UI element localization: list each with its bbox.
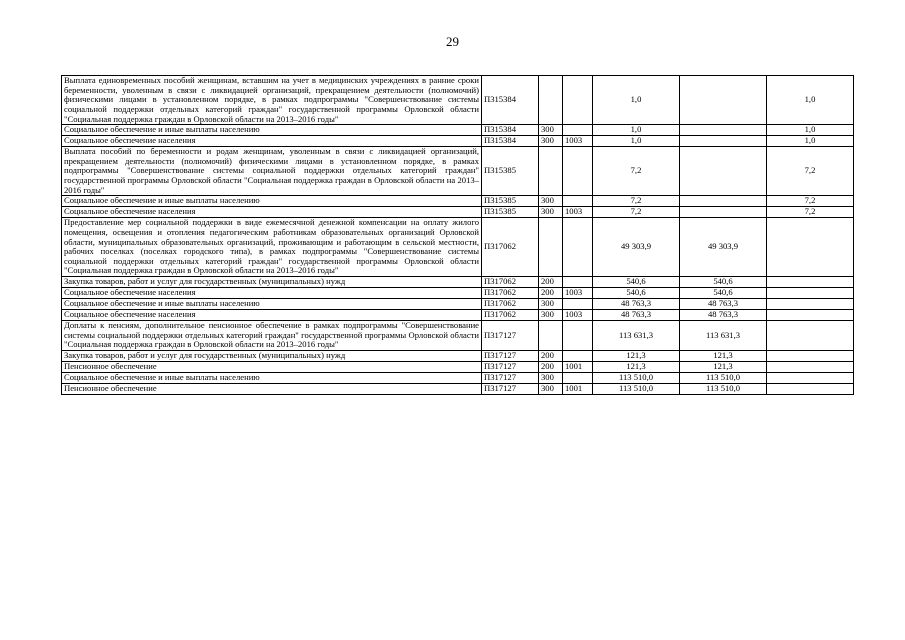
table-row — [62, 350, 854, 361]
row-target-code: П315384 — [482, 125, 539, 136]
row-section-code — [563, 196, 593, 207]
row-expense-type: 300 — [539, 372, 563, 383]
row-amount-regional: 49 303,9 — [680, 218, 767, 277]
row-target-code: П317062 — [482, 218, 539, 277]
row-amount-total: 113 631,3 — [593, 321, 680, 351]
row-amount-federal — [767, 321, 854, 351]
row-amount-total: 113 510,0 — [593, 372, 680, 383]
row-expense-type: 200 — [539, 277, 563, 288]
page-number: 29 — [446, 34, 459, 49]
row-amount-total: 113 510,0 — [593, 383, 680, 394]
row-section-code — [563, 372, 593, 383]
row-amount-federal — [767, 350, 854, 361]
row-target-code: П315385 — [482, 147, 539, 196]
table-row — [62, 321, 854, 351]
row-section-code: 1003 — [563, 288, 593, 299]
row-description: Социальное обеспечение и иные выплаты населению — [62, 196, 482, 207]
row-amount-total: 48 763,3 — [593, 299, 680, 310]
row-description: Социальное обеспечение и иные выплаты населению — [62, 372, 482, 383]
row-amount-regional — [680, 196, 767, 207]
row-expense-type: 300 — [539, 299, 563, 310]
row-expense-type: 300 — [539, 196, 563, 207]
row-amount-total: 540,6 — [593, 277, 680, 288]
row-target-code: П317062 — [482, 277, 539, 288]
row-section-code: 1001 — [563, 383, 593, 394]
row-description: Закупка товаров, работ и услуг для государственных (муниципальных) нужд — [62, 350, 482, 361]
row-target-code: П317062 — [482, 299, 539, 310]
row-amount-regional: 121,3 — [680, 350, 767, 361]
row-expense-type — [539, 218, 563, 277]
row-description: Закупка товаров, работ и услуг для государственных (муниципальных) нужд — [62, 277, 482, 288]
row-amount-federal — [767, 277, 854, 288]
row-section-code — [563, 76, 593, 125]
row-target-code: П317127 — [482, 350, 539, 361]
row-description: Пенсионное обеспечение — [62, 383, 482, 394]
table-row — [62, 383, 854, 394]
row-amount-total: 540,6 — [593, 288, 680, 299]
row-expense-type — [539, 321, 563, 351]
row-description: Предоставление мер социальной поддержки в виде ежемесячной денежной компенсации на оплату жилого помещения, освещения и отопления педагогическим работникам образовательных организаций Орловской области, муниципальных образовательных организаций, проживающим и работающим в сельской местности, рабочих поселках (поселках городского типа), в рамках подпрограммы "Совершенствование системы социальной поддержки отдельных категорий граждан" государственной программы Орловской области "Социальная поддержка граждан в Орловской области на 2013–2016 годы" — [62, 218, 482, 277]
row-amount-federal: 7,2 — [767, 147, 854, 196]
row-amount-federal: 1,0 — [767, 125, 854, 136]
row-section-code: 1001 — [563, 361, 593, 372]
row-amount-federal — [767, 288, 854, 299]
row-section-code — [563, 277, 593, 288]
row-amount-federal: 1,0 — [767, 136, 854, 147]
row-amount-federal — [767, 361, 854, 372]
table-row — [62, 125, 854, 136]
table-body — [62, 76, 854, 395]
row-description: Социальное обеспечение населения — [62, 310, 482, 321]
row-expense-type: 300 — [539, 207, 563, 218]
row-amount-regional — [680, 125, 767, 136]
row-description: Доплаты к пенсиям, дополнительное пенсионное обеспечение в рамках подпрограммы "Совершенствование системы социальной поддержки отдельных категорий граждан" государственной программы Орловской области "Социальная поддержка граждан в Орловской области на 2013–2016 годы" — [62, 321, 482, 351]
row-amount-regional — [680, 76, 767, 125]
row-amount-total: 7,2 — [593, 196, 680, 207]
row-amount-regional: 113 631,3 — [680, 321, 767, 351]
row-expense-type — [539, 147, 563, 196]
row-description: Социальное обеспечение и иные выплаты населению — [62, 125, 482, 136]
table-row — [62, 310, 854, 321]
row-amount-federal — [767, 372, 854, 383]
row-amount-regional: 113 510,0 — [680, 372, 767, 383]
row-description: Социальное обеспечение и иные выплаты населению — [62, 299, 482, 310]
row-amount-total: 1,0 — [593, 136, 680, 147]
row-target-code: П315384 — [482, 76, 539, 125]
row-amount-regional — [680, 136, 767, 147]
row-amount-federal — [767, 299, 854, 310]
row-amount-federal: 1,0 — [767, 76, 854, 125]
row-amount-total: 7,2 — [593, 207, 680, 218]
row-section-code — [563, 321, 593, 351]
row-description: Пенсионное обеспечение — [62, 361, 482, 372]
row-target-code: П317127 — [482, 383, 539, 394]
row-target-code: П317127 — [482, 372, 539, 383]
row-amount-regional: 48 763,3 — [680, 310, 767, 321]
table-row — [62, 218, 854, 277]
table-row — [62, 299, 854, 310]
row-description: Выплата единовременных пособий женщинам, вставшим на учет в медицинских учреждениях в ранние сроки беременности, уволенным в связи с ликвидацией организаций, прекращением деятельности (полномочий) физическими лицами в установленном порядке, в рамках подпрограммы "Совершенствование системы социальной поддержки отдельных категорий граждан" государственной программы Орловской области "Социальная поддержка граждан в Орловской области на 2013–2016 годы" — [62, 76, 482, 125]
table-row — [62, 372, 854, 383]
table-row — [62, 147, 854, 196]
row-amount-regional: 121,3 — [680, 361, 767, 372]
row-expense-type: 300 — [539, 310, 563, 321]
row-section-code — [563, 147, 593, 196]
table-row — [62, 288, 854, 299]
row-expense-type: 200 — [539, 350, 563, 361]
row-expense-type: 300 — [539, 125, 563, 136]
table-row — [62, 361, 854, 372]
row-target-code: П317062 — [482, 288, 539, 299]
row-section-code: 1003 — [563, 207, 593, 218]
row-amount-total: 121,3 — [593, 361, 680, 372]
table-row — [62, 76, 854, 125]
row-description: Выплата пособий по беременности и родам женщинам, уволенным в связи с ликвидацией организаций, прекращением деятельности (полномочий) физическими лицами в установленном порядке, в рамках подпрограммы "Совершенствование системы социальной поддержки отдельных категорий граждан" государственной программы Орловской области "Социальная поддержка граждан в Орловской области на 2013–2016 годы" — [62, 147, 482, 196]
table-row — [62, 196, 854, 207]
budget-table — [61, 75, 854, 395]
row-section-code — [563, 350, 593, 361]
row-expense-type: 200 — [539, 361, 563, 372]
row-amount-total: 121,3 — [593, 350, 680, 361]
row-target-code: П317127 — [482, 361, 539, 372]
row-amount-total: 1,0 — [593, 76, 680, 125]
row-description: Социальное обеспечение населения — [62, 288, 482, 299]
table-row — [62, 207, 854, 218]
row-description: Социальное обеспечение населения — [62, 207, 482, 218]
row-section-code: 1003 — [563, 136, 593, 147]
row-amount-regional: 113 510,0 — [680, 383, 767, 394]
row-target-code: П317062 — [482, 310, 539, 321]
row-target-code: П315385 — [482, 196, 539, 207]
row-amount-regional: 540,6 — [680, 288, 767, 299]
row-amount-federal: 7,2 — [767, 196, 854, 207]
row-section-code — [563, 299, 593, 310]
row-amount-total: 7,2 — [593, 147, 680, 196]
row-amount-federal: 7,2 — [767, 207, 854, 218]
row-section-code: 1003 — [563, 310, 593, 321]
row-amount-regional — [680, 207, 767, 218]
row-target-code: П317127 — [482, 321, 539, 351]
row-section-code — [563, 125, 593, 136]
row-amount-regional: 48 763,3 — [680, 299, 767, 310]
table-row — [62, 277, 854, 288]
row-amount-federal — [767, 218, 854, 277]
row-section-code — [563, 218, 593, 277]
row-amount-federal — [767, 310, 854, 321]
row-expense-type: 200 — [539, 288, 563, 299]
row-expense-type: 300 — [539, 383, 563, 394]
row-target-code: П315385 — [482, 207, 539, 218]
row-amount-regional — [680, 147, 767, 196]
row-amount-total: 1,0 — [593, 125, 680, 136]
row-amount-total: 48 763,3 — [593, 310, 680, 321]
row-expense-type — [539, 76, 563, 125]
row-amount-regional: 540,6 — [680, 277, 767, 288]
row-amount-total: 49 303,9 — [593, 218, 680, 277]
row-amount-federal — [767, 383, 854, 394]
row-expense-type: 300 — [539, 136, 563, 147]
row-target-code: П315384 — [482, 136, 539, 147]
row-description: Социальное обеспечение населения — [62, 136, 482, 147]
table-row — [62, 136, 854, 147]
